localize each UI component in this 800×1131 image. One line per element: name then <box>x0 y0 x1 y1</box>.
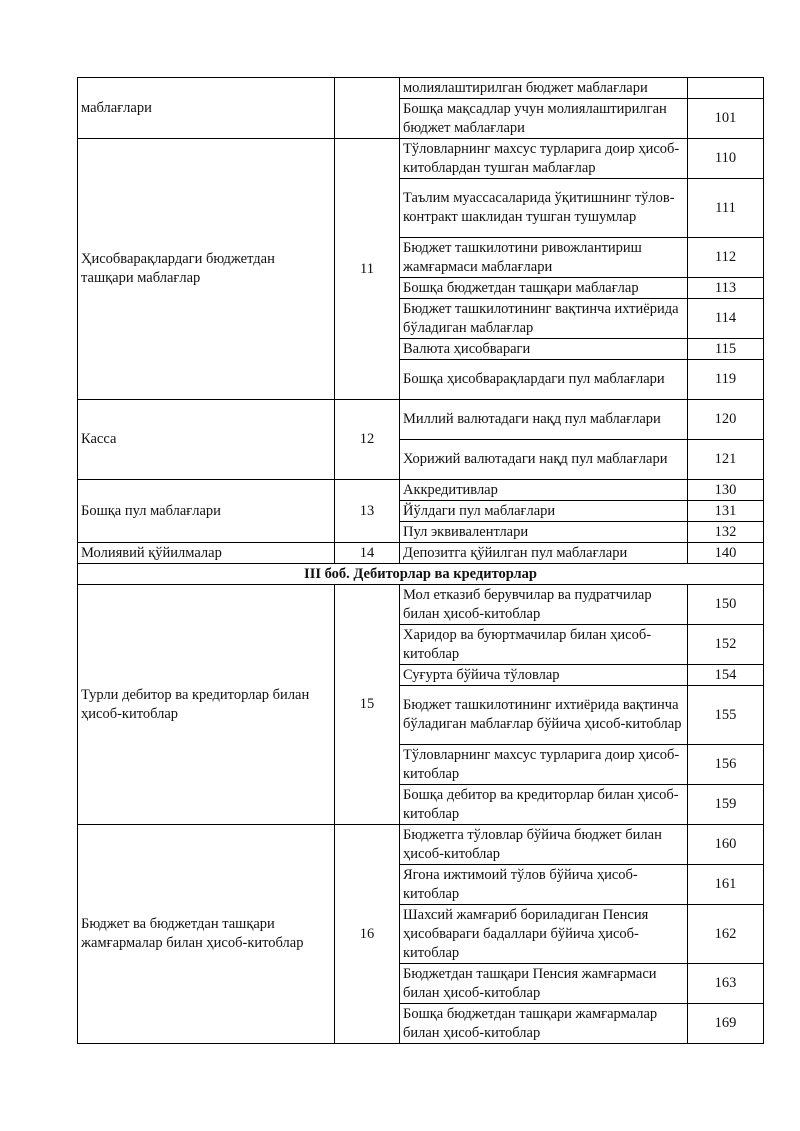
subaccount-code: 152 <box>688 625 764 665</box>
group-name: Ҳисобварақлардаги бюджетдан ташқари маблағлар <box>78 139 335 400</box>
group-number: 11 <box>335 139 400 400</box>
subaccount-code: 112 <box>688 238 764 278</box>
subaccount-name: Валюта ҳисобвараги <box>400 339 688 360</box>
group-number: 16 <box>335 825 400 1044</box>
subaccount-name: Бюджетга тўловлар бўйича бюджет билан ҳисоб-китоблар <box>400 825 688 865</box>
subaccount-code: 140 <box>688 543 764 564</box>
group-name: Бюджет ва бюджетдан ташқари жамғармалар билан ҳисоб-китоблар <box>78 825 335 1044</box>
table-row <box>78 139 764 179</box>
subaccount-code: 110 <box>688 139 764 179</box>
group-name: Бошқа пул маблағлари <box>78 480 335 543</box>
subaccount-name: Бюджет ташкилотини ривожлантириш жамғармаси маблағлари <box>400 238 688 278</box>
subaccount-code: 113 <box>688 278 764 299</box>
subaccount-name: Ягона ижтимоий тўлов бўйича ҳисоб-китоблар <box>400 865 688 905</box>
table-row <box>78 585 764 625</box>
subaccount-name: Таълим муассасаларида ўқитишнинг тўлов-контракт шаклидан тушган тушумлар <box>400 179 688 238</box>
subaccount-name: Суғурта бўйича тўловлар <box>400 665 688 686</box>
table-row <box>78 400 764 440</box>
subaccount-name: Харидор ва буюртмачилар билан ҳисоб-китоблар <box>400 625 688 665</box>
table-row <box>78 78 764 99</box>
subaccount-code: 119 <box>688 360 764 400</box>
subaccount-name: Бюджетдан ташқари Пенсия жамғармаси билан ҳисоб-китоблар <box>400 964 688 1004</box>
subaccount-name: Бюджет ташкилотининг ихтиёрида вақтинча бўладиган маблағлар бўйича ҳисоб-китоблар <box>400 686 688 745</box>
subaccount-name: Бошқа ҳисобварақлардаги пул маблағлари <box>400 360 688 400</box>
group-name: Молиявий қўйилмалар <box>78 543 335 564</box>
section-row <box>78 564 764 585</box>
subaccount-name: Мол етказиб берувчилар ва пудратчилар билан ҳисоб-китоблар <box>400 585 688 625</box>
group-number <box>335 78 400 139</box>
subaccount-name: Тўловларнинг махсус турларига доир ҳисоб-китоблардан тушган маблағлар <box>400 139 688 179</box>
table-row <box>78 480 764 501</box>
subaccount-name: Пул эквивалентлари <box>400 522 688 543</box>
subaccount-name: Аккредитивлар <box>400 480 688 501</box>
subaccount-code: 162 <box>688 905 764 964</box>
subaccount-name: Тўловларнинг махсус турларига доир ҳисоб-китоблар <box>400 745 688 785</box>
subaccount-code: 163 <box>688 964 764 1004</box>
subaccount-code: 120 <box>688 400 764 440</box>
subaccount-name: Бошқа бюджетдан ташқари жамғармалар билан ҳисоб-китоблар <box>400 1004 688 1044</box>
group-number: 15 <box>335 585 400 825</box>
subaccount-name: Бошқа дебитор ва кредиторлар билан ҳисоб-китоблар <box>400 785 688 825</box>
subaccount-code: 115 <box>688 339 764 360</box>
subaccount-code: 156 <box>688 745 764 785</box>
subaccount-code: 154 <box>688 665 764 686</box>
subaccount-code: 131 <box>688 501 764 522</box>
subaccount-code: 101 <box>688 99 764 139</box>
subaccount-name: Бошқа мақсадлар учун молиялаштирилган бюджет маблағлари <box>400 99 688 139</box>
subaccount-code: 121 <box>688 440 764 480</box>
subaccount-name: Йўлдаги пул маблағлари <box>400 501 688 522</box>
group-name: Касса <box>78 400 335 480</box>
group-name: маблағлари <box>78 78 335 139</box>
group-name: Турли дебитор ва кредиторлар билан ҳисоб-китоблар <box>78 585 335 825</box>
table-row <box>78 543 764 564</box>
group-number: 14 <box>335 543 400 564</box>
subaccount-name: Шахсий жамғариб бориладиган Пенсия ҳисобвараги бадаллари бўйича ҳисоб-китоблар <box>400 905 688 964</box>
group-number: 13 <box>335 480 400 543</box>
subaccount-name: Бюджет ташкилотининг вақтинча ихтиёрида бўладиган маблағлар <box>400 299 688 339</box>
subaccount-code: 160 <box>688 825 764 865</box>
accounts-table <box>77 77 764 1044</box>
subaccount-name: Бошқа бюджетдан ташқари маблағлар <box>400 278 688 299</box>
subaccount-name: Хорижий валютадаги нақд пул маблағлари <box>400 440 688 480</box>
subaccount-code: 130 <box>688 480 764 501</box>
subaccount-name: Депозитга қўйилган пул маблағлари <box>400 543 688 564</box>
subaccount-code: 114 <box>688 299 764 339</box>
subaccount-code: 155 <box>688 686 764 745</box>
subaccount-name: Миллий валютадаги нақд пул маблағлари <box>400 400 688 440</box>
section-title: III боб. Дебиторлар ва кредиторлар <box>78 564 764 585</box>
subaccount-code: 161 <box>688 865 764 905</box>
table-row <box>78 825 764 865</box>
subaccount-code: 111 <box>688 179 764 238</box>
subaccount-code: 132 <box>688 522 764 543</box>
subaccount-name: молиялаштирилган бюджет маблағлари <box>400 78 688 99</box>
subaccount-code: 169 <box>688 1004 764 1044</box>
subaccount-code: 150 <box>688 585 764 625</box>
group-number: 12 <box>335 400 400 480</box>
subaccount-code <box>688 78 764 99</box>
subaccount-code: 159 <box>688 785 764 825</box>
